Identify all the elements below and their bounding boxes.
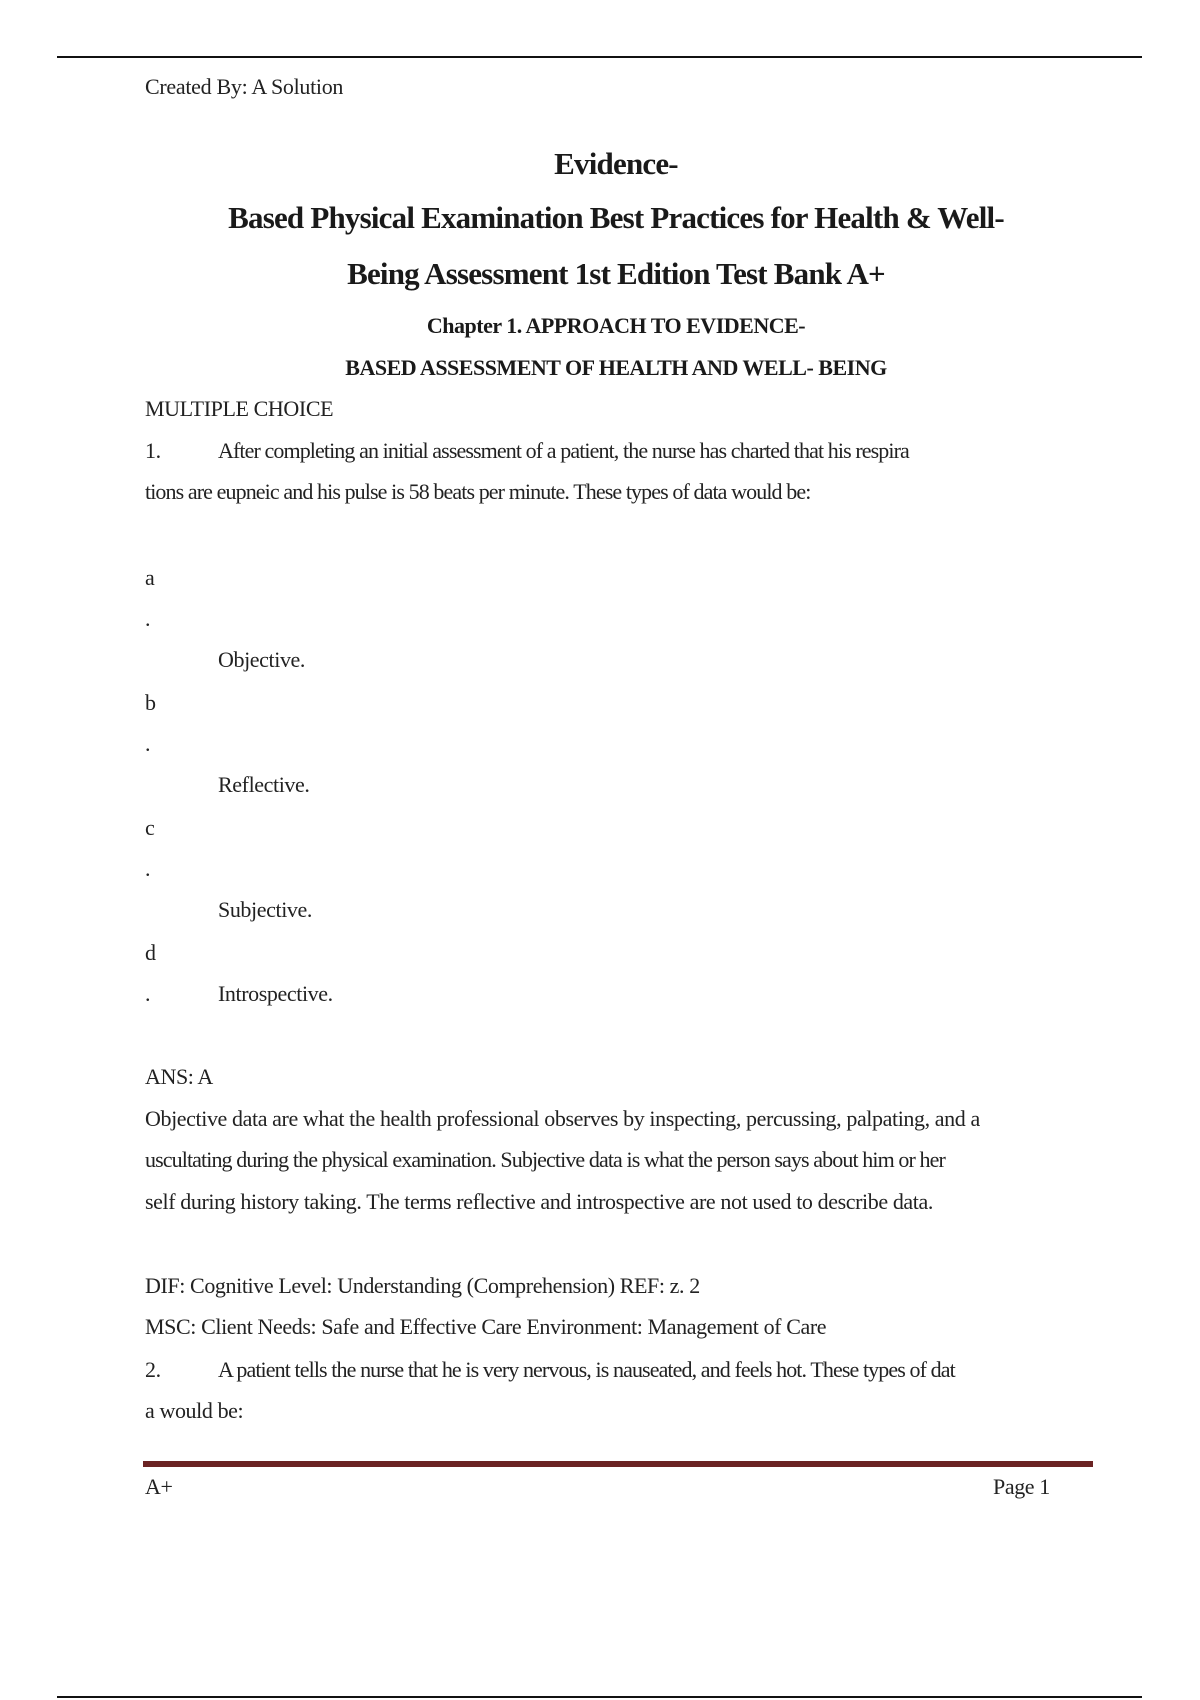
rationale-line-1: Objective data are what the health professional observes by inspecting, percussing, palpating, and a [145, 1106, 980, 1131]
option-a-text: Objective. [218, 647, 306, 672]
question-2-text-line-1: A patient tells the nurse that he is very nervous, is nauseated, and feels hot. These types of dat [218, 1357, 955, 1382]
question-2-text-line-2: a would be: [145, 1398, 244, 1423]
option-b-letter: b [145, 690, 156, 715]
answer: ANS: A [145, 1064, 213, 1089]
footer-left: A+ [145, 1474, 173, 1499]
option-c-letter: c [145, 815, 155, 840]
msc-line: MSC: Client Needs: Safe and Effective Care Environment: Management of Care [145, 1314, 827, 1339]
bottom-rule [57, 1696, 1142, 1698]
option-b-dot: . [145, 731, 151, 756]
title-line-3: Being Assessment 1st Edition Test Bank A+ [347, 256, 885, 291]
chapter-line-1: Chapter 1. APPROACH TO EVIDENCE- [426, 313, 806, 338]
option-b-text: Reflective. [218, 772, 310, 797]
question-2-number: 2. [145, 1357, 161, 1382]
question-1-number: 1. [145, 438, 161, 463]
footer-rule [143, 1461, 1093, 1467]
section-heading: MULTIPLE CHOICE [145, 396, 334, 421]
title-line-2: Based Physical Examination Best Practices for Health & Well- [228, 200, 1004, 235]
question-1-text-line-1: After completing an initial assessment of a patient, the nurse has charted that his respira [218, 438, 909, 463]
option-d-dot: . [145, 981, 151, 1006]
question-1-text-line-2: tions are eupneic and his pulse is 58 beats per minute. These types of data would be: [145, 479, 811, 504]
page-number: Page 1 [993, 1474, 1050, 1499]
option-c-text: Subjective. [218, 897, 312, 922]
chapter-line-2: BASED ASSESSMENT OF HEALTH AND WELL- BEING [345, 355, 887, 380]
option-a-dot: . [145, 606, 151, 631]
rationale-line-3: self during history taking. The terms reflective and introspective are not used to describe data. [145, 1189, 933, 1214]
option-a-letter: a [145, 565, 155, 590]
top-rule [57, 56, 1142, 58]
created-by: Created By: A Solution [145, 74, 344, 99]
option-c-dot: . [145, 856, 151, 881]
option-d-text: Introspective. [218, 981, 333, 1006]
dif-line: DIF: Cognitive Level: Understanding (Comprehension) REF: z. 2 [145, 1273, 700, 1298]
rationale-line-2: uscultating during the physical examination. Subjective data is what the person says about him or her [145, 1147, 945, 1172]
option-d-letter: d [145, 940, 156, 965]
title-line-1: Evidence- [554, 146, 678, 181]
